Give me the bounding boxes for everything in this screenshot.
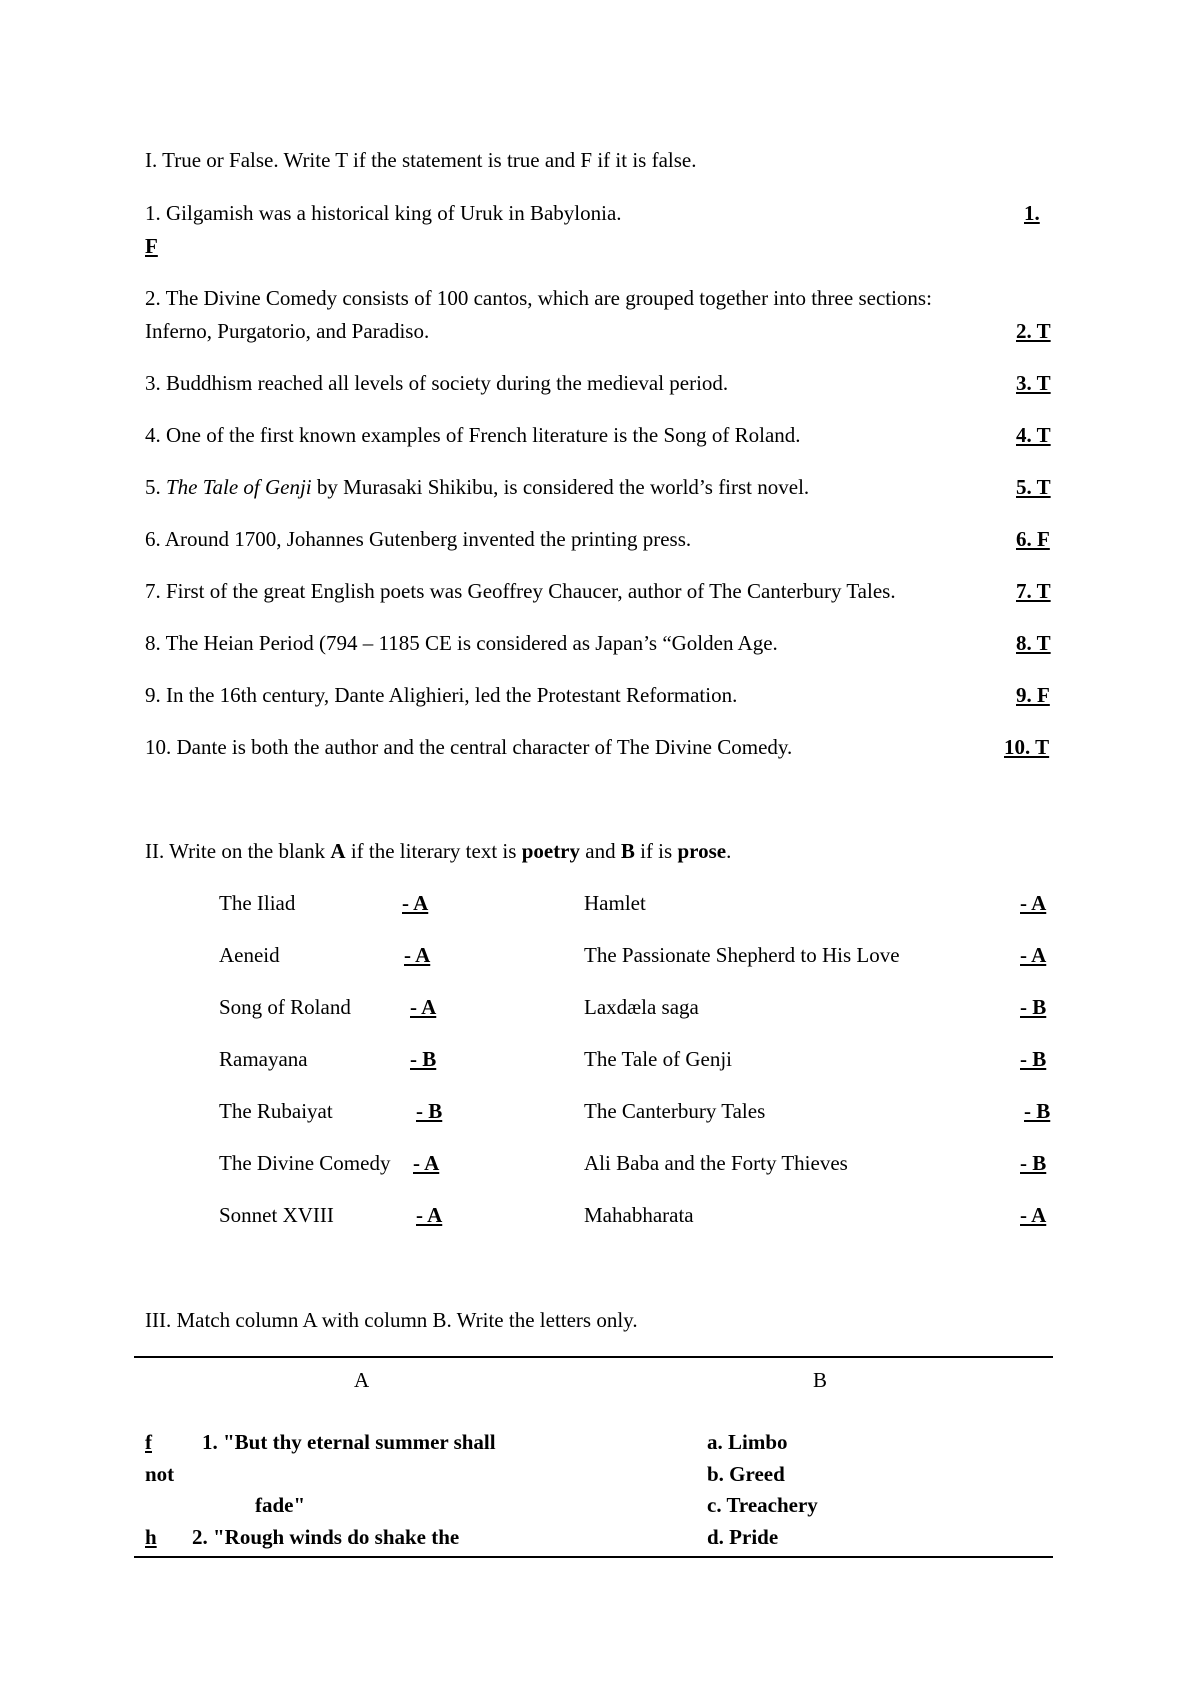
column-b-header: B — [813, 1368, 828, 1392]
poetry-prose-title: Ali Baba and the Forty Thieves — [584, 1151, 848, 1175]
poetry-prose-answer: - B — [1024, 1099, 1051, 1123]
poetry-prose-answer: - A — [1020, 943, 1047, 967]
poetry-prose-title: Aeneid — [219, 943, 280, 967]
column-a-header: A — [354, 1368, 370, 1392]
tf-answer-7: 7. T — [1016, 579, 1051, 603]
match-option-c: c. Treachery — [707, 1493, 818, 1517]
poetry-prose-answer: - A — [402, 891, 429, 915]
section-2-heading: II. Write on the blank A if the literary text is poetry and B if is prose. — [145, 839, 732, 863]
tf-item-3: 3. Buddhism reached all levels of society during the medieval period. — [145, 371, 729, 395]
tf-answer-9: 9. F — [1016, 683, 1050, 707]
tf-item-2-line2: Inferno, Purgatorio, and Paradiso. — [145, 319, 430, 343]
match-answer-1: f — [145, 1430, 152, 1454]
poetry-prose-answer: - A — [404, 943, 431, 967]
match-item-1-line1: 1. "But thy eternal summer shall — [202, 1430, 496, 1454]
poetry-prose-answer: - A — [413, 1151, 440, 1175]
match-item-1-line2: not — [145, 1462, 175, 1486]
poetry-prose-title: The Tale of Genji — [584, 1047, 733, 1071]
tf-item-6: 6. Around 1700, Johannes Gutenberg invented the printing press. — [145, 527, 692, 551]
poetry-prose-answer: - A — [1020, 891, 1047, 915]
match-answer-2: h — [145, 1525, 157, 1549]
poetry-prose-title: Song of Roland — [219, 995, 351, 1019]
tf-item-9: 9. In the 16th century, Dante Alighieri, led the Protestant Reformation. — [145, 683, 738, 707]
tf-answer-4: 4. T — [1016, 423, 1051, 447]
section-3-heading: III. Match column A with column B. Write the letters only. — [145, 1308, 638, 1332]
tf-item-4: 4. One of the first known examples of French literature is the Song of Roland. — [145, 423, 801, 447]
match-item-1-line3: fade" — [255, 1493, 306, 1517]
poetry-prose-answer: - B — [1020, 995, 1047, 1019]
tf-answer-2: 2. T — [1016, 319, 1051, 343]
poetry-prose-title: The Iliad — [219, 891, 296, 915]
tf-answer-10: 10. T — [1004, 735, 1050, 759]
poetry-prose-answer: - B — [1020, 1151, 1047, 1175]
match-item-2-line1: 2. "Rough winds do shake the — [192, 1525, 460, 1549]
poetry-prose-title: Laxdæla saga — [584, 995, 699, 1019]
table-top-rule — [134, 1356, 1053, 1358]
tf-answer-1-wrap: F — [145, 234, 158, 258]
poetry-prose-title: Ramayana — [219, 1047, 308, 1071]
poetry-prose-title: The Canterbury Tales — [584, 1099, 766, 1123]
tf-item-8: 8. The Heian Period (794 – 1185 CE is considered as Japan’s “Golden Age. — [145, 631, 778, 655]
tf-item-2-line1: 2. The Divine Comedy consists of 100 cantos, which are grouped together into three sections: — [145, 286, 932, 310]
tf-answer-8: 8. T — [1016, 631, 1051, 655]
tf-item-5-title: The Tale of Genji — [166, 475, 312, 499]
poetry-prose-title: Mahabharata — [584, 1203, 694, 1227]
poetry-prose-answer: - B — [416, 1099, 443, 1123]
poetry-prose-answer: - B — [410, 1047, 437, 1071]
tf-item-5: 5. The Tale of Genji by Murasaki Shikibu, is considered the world’s first novel. — [145, 475, 810, 499]
poetry-prose-title: The Rubaiyat — [219, 1099, 333, 1123]
tf-item-1: 1. Gilgamish was a historical king of Uruk in Babylonia. — [145, 201, 622, 225]
tf-answer-1: 1. — [1024, 201, 1040, 225]
poetry-prose-answer: - A — [416, 1203, 443, 1227]
poetry-prose-title: Sonnet XVIII — [219, 1203, 334, 1227]
match-option-a: a. Limbo — [707, 1430, 788, 1454]
tf-item-7: 7. First of the great English poets was Geoffrey Chaucer, author of The Canterbury Tales. — [145, 579, 896, 603]
section-1-heading: I. True or False. Write T if the statement is true and F if it is false. — [145, 148, 697, 172]
tf-answer-6: 6. F — [1016, 527, 1050, 551]
tf-item-10: 10. Dante is both the author and the central character of The Divine Comedy. — [145, 735, 793, 759]
poetry-prose-title: The Passionate Shepherd to His Love — [584, 943, 900, 967]
poetry-prose-answer: - A — [410, 995, 437, 1019]
poetry-prose-answer: - A — [1020, 1203, 1047, 1227]
poetry-prose-title: The Divine Comedy — [219, 1151, 391, 1175]
match-option-d: d. Pride — [707, 1525, 779, 1549]
table-bottom-rule — [134, 1556, 1053, 1558]
tf-answer-5: 5. T — [1016, 475, 1051, 499]
poetry-prose-title: Hamlet — [584, 891, 646, 915]
match-option-b: b. Greed — [707, 1462, 785, 1486]
tf-answer-3: 3. T — [1016, 371, 1051, 395]
poetry-prose-answer: - B — [1020, 1047, 1047, 1071]
